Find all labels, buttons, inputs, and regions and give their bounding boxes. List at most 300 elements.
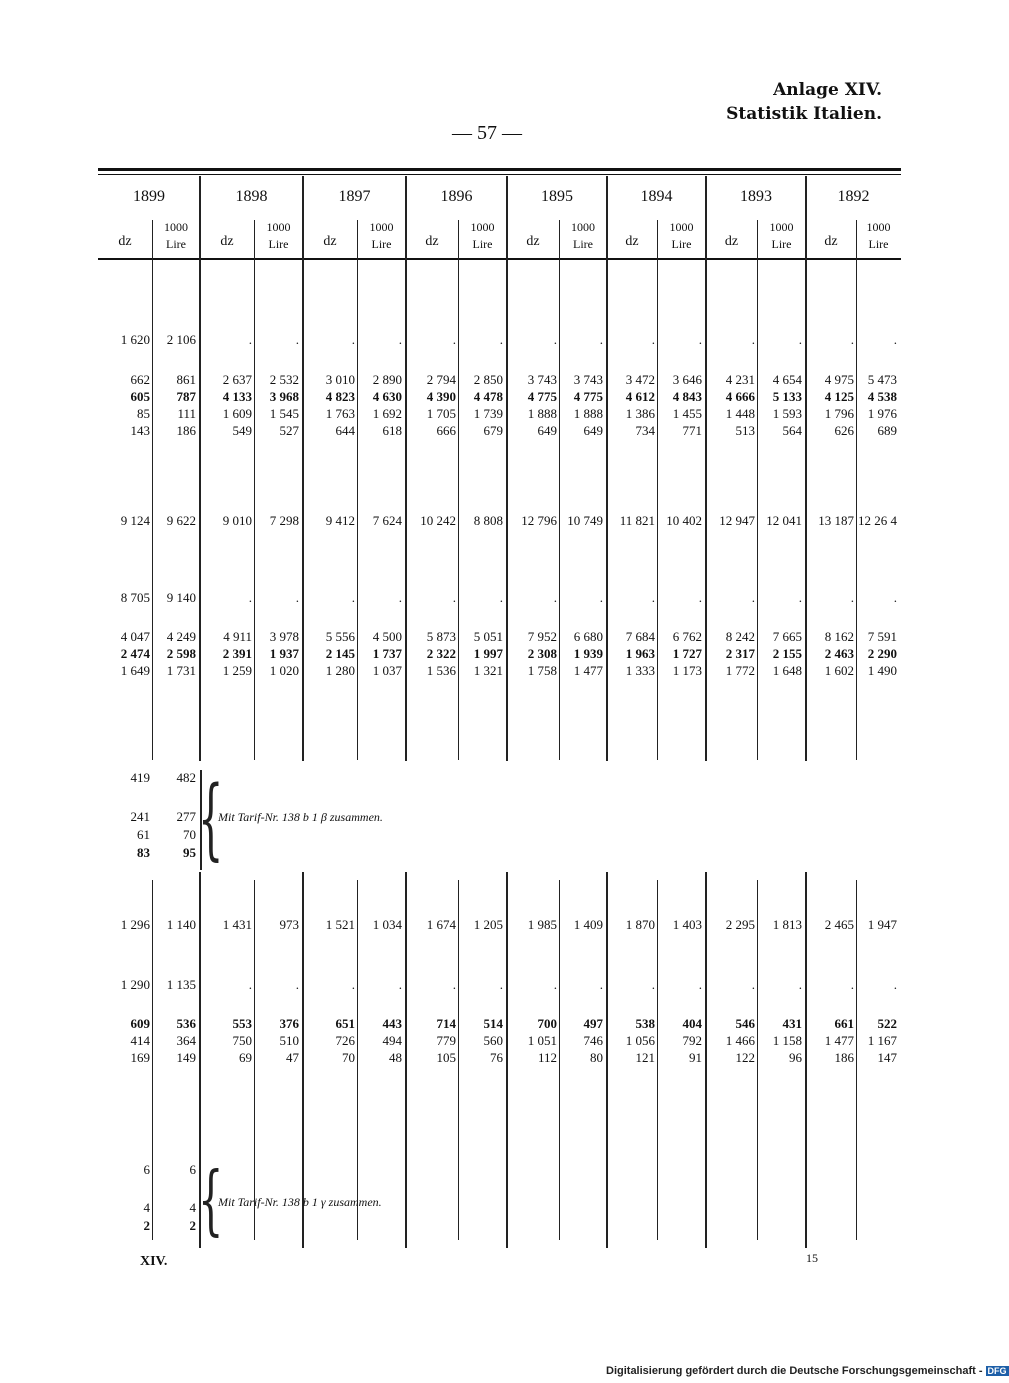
- value-header: 1000: [470, 220, 495, 234]
- table-cell: 734: [635, 423, 655, 438]
- table-cell: .: [599, 977, 603, 992]
- table-cell: 1 290: [120, 977, 150, 992]
- table-cell: 1 758: [527, 663, 557, 678]
- column-divider: [458, 880, 459, 1240]
- table-cell: 644: [335, 423, 355, 438]
- table-cell: 69: [239, 1050, 252, 1065]
- table-cell: 497: [583, 1016, 603, 1031]
- year-header: 1899: [133, 188, 165, 205]
- table-cell: 6: [143, 1162, 150, 1177]
- table-cell: 7 591: [867, 629, 897, 644]
- table-cell: 510: [279, 1033, 299, 1048]
- table-cell: 538: [635, 1016, 655, 1031]
- table-cell: 1 403: [672, 917, 702, 932]
- table-cell: .: [398, 590, 402, 605]
- value-header: 1000: [164, 220, 188, 234]
- table-cell: 1 321: [473, 663, 503, 678]
- table-cell: .: [850, 332, 854, 347]
- table-cell: 1 602: [824, 663, 854, 678]
- table-cell: .: [698, 590, 702, 605]
- value-header-unit: Lire: [166, 237, 186, 251]
- table-cell: 1 997: [473, 646, 503, 661]
- table-cell: .: [248, 590, 252, 605]
- table-cell: 2: [143, 1218, 150, 1233]
- table-cell: 2 890: [372, 372, 402, 387]
- table-cell: .: [553, 332, 557, 347]
- table-cell: .: [893, 590, 897, 605]
- year-divider: [199, 176, 201, 761]
- table-cell: 1 333: [625, 663, 655, 678]
- dz-header: dz: [118, 234, 132, 249]
- table-cell: 4 231: [725, 372, 755, 387]
- table-cell: 1 870: [625, 917, 655, 932]
- table-cell: 2 317: [725, 646, 755, 661]
- year-header: 1893: [740, 188, 772, 205]
- table-cell: 2 474: [120, 646, 150, 661]
- table-cell: 91: [689, 1050, 702, 1065]
- table-cell: 2 465: [824, 917, 854, 932]
- dfg-text: Digitalisierung gefördert durch die Deutsche Forschungsgemeinschaft -: [606, 1365, 983, 1377]
- table-cell: 8 808: [473, 513, 503, 528]
- column-divider: [254, 220, 255, 760]
- table-cell: 1 648: [772, 663, 802, 678]
- table-cell: 7 624: [372, 513, 402, 528]
- table-cell: 1 888: [527, 406, 557, 421]
- table-cell: 48: [389, 1050, 402, 1065]
- table-cell: 2 106: [166, 332, 196, 347]
- table-cell: 61: [137, 827, 150, 842]
- table-cell: 1 674: [426, 917, 456, 932]
- table-cell: 1 763: [325, 406, 355, 421]
- table-cell: 4 775: [527, 389, 557, 404]
- table-cell: .: [651, 590, 655, 605]
- table-cell: 8 162: [824, 629, 854, 644]
- table-cell: 186: [834, 1050, 854, 1065]
- table-cell: .: [850, 590, 854, 605]
- table-cell: 1 963: [625, 646, 655, 661]
- table-cell: 169: [130, 1050, 150, 1065]
- table-cell: .: [751, 977, 755, 992]
- table-cell: 787: [176, 389, 196, 404]
- table-cell: 5 051: [473, 629, 503, 644]
- table-cell: 527: [279, 423, 299, 438]
- table-cell: 6 680: [573, 629, 603, 644]
- column-divider: [559, 880, 560, 1240]
- table-cell: 1 705: [426, 406, 456, 421]
- table-cell: 666: [436, 423, 456, 438]
- table-cell: 2 295: [725, 917, 755, 932]
- value-header-unit: Lire: [472, 237, 493, 251]
- table-cell: .: [452, 590, 456, 605]
- table-cell: 147: [877, 1050, 897, 1065]
- table-cell: 3 968: [269, 389, 299, 404]
- table-cell: 1 259: [222, 663, 252, 678]
- value-header: 1000: [866, 220, 891, 234]
- table-cell: .: [248, 332, 252, 347]
- column-divider: [757, 220, 758, 760]
- table-cell: 10 242: [420, 513, 456, 528]
- table-cell: 1 490: [867, 663, 897, 678]
- table-cell: 1 739: [473, 406, 503, 421]
- table-cell: 661: [834, 1016, 854, 1031]
- table-cell: 7 684: [625, 629, 655, 644]
- dfg-credit: [606, 1365, 1009, 1377]
- table-cell: 9 140: [166, 590, 196, 605]
- table-cell: .: [452, 977, 456, 992]
- table-cell: 277: [176, 809, 196, 824]
- table-cell: 2 850: [473, 372, 503, 387]
- table-cell: 1 593: [772, 406, 802, 421]
- value-header: 1000: [266, 220, 291, 234]
- statistik-label: Statistik Italien.: [726, 104, 882, 124]
- table-cell: .: [599, 590, 603, 605]
- table-cell: 96: [789, 1050, 802, 1065]
- table-cell: .: [698, 977, 702, 992]
- value-header-unit: Lire: [671, 237, 692, 251]
- table-cell: 482: [176, 770, 196, 785]
- table-cell: 4 249: [166, 629, 196, 644]
- table-cell: 3 978: [269, 629, 299, 644]
- table-cell: .: [651, 332, 655, 347]
- table-cell: 1 796: [824, 406, 854, 421]
- table-cell: 70: [183, 827, 196, 842]
- year-divider: [705, 176, 707, 761]
- year-header: 1898: [235, 188, 268, 205]
- table-cell: .: [798, 332, 802, 347]
- table-cell: 1 692: [372, 406, 402, 421]
- table-cell: 4 666: [725, 389, 755, 404]
- table-cell: 4 125: [824, 389, 854, 404]
- year-header: 1897: [338, 188, 371, 205]
- value-header-unit: Lire: [868, 237, 889, 251]
- table-cell: 11 821: [619, 513, 655, 528]
- table-cell: 4 478: [473, 389, 503, 404]
- dfg-logo: DFG: [987, 1366, 1007, 1376]
- column-divider: [357, 880, 358, 1240]
- table-cell: 13 187: [818, 513, 854, 528]
- year-header: 1895: [541, 188, 573, 205]
- table-cell: 1 888: [573, 406, 603, 421]
- table-cell: 376: [279, 1016, 299, 1031]
- table-cell: 1 477: [824, 1033, 854, 1048]
- table-cell: 771: [682, 423, 702, 438]
- table-cell: 514: [483, 1016, 503, 1031]
- table-cell: 1 813: [772, 917, 802, 932]
- table-cell: .: [351, 590, 355, 605]
- table-cell: .: [893, 977, 897, 992]
- table-cell: 95: [183, 845, 196, 860]
- table-cell: 750: [232, 1033, 252, 1048]
- table-cell: 4 775: [573, 389, 603, 404]
- table-cell: 1 386: [625, 406, 655, 421]
- table-cell: 2 794: [426, 372, 456, 387]
- table-cell: .: [798, 977, 802, 992]
- table-cell: 2 637: [222, 372, 252, 387]
- table-cell: 80: [590, 1050, 603, 1065]
- table-cell: 12 947: [719, 513, 755, 528]
- table-cell: 5 873: [426, 629, 456, 644]
- table-cell: 3 743: [573, 372, 603, 387]
- year-divider: [606, 176, 608, 761]
- table-cell: 47: [286, 1050, 299, 1065]
- table-cell: 4 654: [772, 372, 802, 387]
- table-cell: 419: [130, 770, 150, 785]
- table-cell: 143: [130, 423, 150, 438]
- table-cell: 1 205: [473, 917, 503, 932]
- table-cell: 4 843: [672, 389, 702, 404]
- table-cell: 4 390: [426, 389, 456, 404]
- table-cell: 689: [877, 423, 897, 438]
- column-divider: [357, 220, 358, 760]
- value-header-unit: Lire: [268, 237, 289, 251]
- footer-right: 15: [806, 1251, 818, 1265]
- table-cell: 726: [335, 1033, 355, 1048]
- note-tarif-gamma: Mit Tarif-Nr. 138 b 1 γ zusammen.: [218, 1195, 382, 1209]
- table-cell: 7 952: [527, 629, 557, 644]
- year-header: 1896: [440, 188, 473, 205]
- table-cell: 1 976: [867, 406, 897, 421]
- table-cell: 1 448: [725, 406, 755, 421]
- header-bottom-rule: [98, 258, 901, 260]
- table-cell: 2 145: [325, 646, 355, 661]
- table-cell: .: [798, 590, 802, 605]
- top-rule-thick: [98, 168, 901, 171]
- table-cell: 6 762: [672, 629, 702, 644]
- table-cell: .: [599, 332, 603, 347]
- table-cell: .: [698, 332, 702, 347]
- table-cell: 4 630: [372, 389, 402, 404]
- table-cell: 1 051: [527, 1033, 557, 1048]
- table-cell: 1 135: [166, 977, 196, 992]
- table-cell: 10 402: [666, 513, 702, 528]
- table-cell: 1 731: [166, 663, 196, 678]
- table-cell: 1 985: [527, 917, 557, 932]
- dz-header: dz: [220, 234, 234, 249]
- table-cell: 404: [682, 1016, 702, 1031]
- table-cell: 973: [279, 917, 299, 932]
- table-cell: .: [351, 332, 355, 347]
- year-divider: [302, 176, 304, 761]
- table-cell: 1 056: [625, 1033, 655, 1048]
- table-cell: 560: [483, 1033, 503, 1048]
- table-cell: 861: [176, 372, 196, 387]
- year-divider: [506, 176, 508, 761]
- table-cell: 2 598: [166, 646, 196, 661]
- table-cell: 1 037: [372, 663, 402, 678]
- table-cell: 1 536: [426, 663, 456, 678]
- table-cell: 1 620: [120, 332, 150, 347]
- table-cell: 1 737: [372, 646, 402, 661]
- table-cell: 746: [583, 1033, 603, 1048]
- footer-left: XIV.: [140, 1254, 168, 1269]
- column-divider: [757, 880, 758, 1240]
- table-cell: 5 473: [867, 372, 897, 387]
- table-cell: 1 947: [867, 917, 897, 932]
- table-cell: 414: [130, 1033, 150, 1048]
- column-divider: [152, 880, 153, 1240]
- table-cell: 1 649: [120, 663, 150, 678]
- table-cell: 700: [537, 1016, 557, 1031]
- table-cell: 4 047: [120, 629, 150, 644]
- table-cell: 186: [176, 423, 196, 438]
- table-cell: 1 772: [725, 663, 755, 678]
- table-cell: 4 975: [824, 372, 854, 387]
- table-cell: .: [651, 977, 655, 992]
- table-cell: 111: [177, 406, 196, 421]
- year-divider: [302, 872, 304, 1248]
- value-header: 1000: [369, 220, 394, 234]
- table-cell: 1 937: [269, 646, 299, 661]
- table-cell: 792: [682, 1033, 702, 1048]
- table-cell: 7 665: [772, 629, 802, 644]
- year-header: 1894: [640, 188, 673, 205]
- table-cell: 1 939: [573, 646, 603, 661]
- table-cell: .: [893, 332, 897, 347]
- table-cell: 649: [537, 423, 557, 438]
- column-divider: [657, 220, 658, 760]
- table-cell: .: [398, 977, 402, 992]
- table-cell: 149: [176, 1050, 196, 1065]
- table-cell: 662: [130, 372, 150, 387]
- column-divider: [254, 880, 255, 1240]
- year-divider: [606, 872, 608, 1248]
- table-cell: 714: [436, 1016, 456, 1031]
- table-cell: 431: [782, 1016, 802, 1031]
- table-cell: 2 322: [426, 646, 456, 661]
- table-cell: .: [248, 977, 252, 992]
- brace-2: {: [198, 1157, 224, 1245]
- table-cell: 549: [232, 423, 252, 438]
- dz-header: dz: [323, 234, 337, 249]
- table-cell: 9 622: [166, 513, 196, 528]
- anlage-label: Anlage XIV.: [773, 80, 882, 100]
- table-cell: 1 167: [867, 1033, 897, 1048]
- table-cell: 679: [483, 423, 503, 438]
- table-cell: .: [553, 590, 557, 605]
- year-divider: [805, 176, 807, 761]
- page-number: — 57 —: [452, 122, 522, 144]
- dz-header: dz: [526, 234, 540, 249]
- table-cell: .: [499, 332, 503, 347]
- table-cell: 10 749: [567, 513, 603, 528]
- table-cell: 513: [735, 423, 755, 438]
- table-cell: 3 646: [672, 372, 702, 387]
- table-cell: 2 290: [867, 646, 897, 661]
- table-cell: .: [751, 332, 755, 347]
- table-cell: 4 538: [867, 389, 897, 404]
- table-cell: 1 466: [725, 1033, 755, 1048]
- table-cell: 609: [130, 1016, 150, 1031]
- table-cell: 122: [735, 1050, 755, 1065]
- table-cell: 83: [137, 845, 150, 860]
- table-cell: 4: [189, 1200, 196, 1215]
- table-cell: 1 609: [222, 406, 252, 421]
- table-cell: 3 010: [325, 372, 355, 387]
- year-divider: [405, 176, 407, 761]
- value-header: 1000: [571, 220, 595, 234]
- column-divider: [458, 220, 459, 760]
- table-cell: 522: [877, 1016, 897, 1031]
- table-cell: 1 296: [120, 917, 150, 932]
- table-cell: 1 173: [672, 663, 702, 678]
- value-header-unit: Lire: [371, 237, 392, 251]
- table-cell: 2: [189, 1218, 196, 1233]
- table-cell: 241: [130, 809, 150, 824]
- table-cell: 649: [583, 423, 603, 438]
- table-cell: 1 158: [772, 1033, 802, 1048]
- table-cell: 1 034: [372, 917, 402, 932]
- table-cell: 2 391: [222, 646, 252, 661]
- table-cell: 70: [342, 1050, 355, 1065]
- top-rule-thin: [98, 174, 901, 175]
- table-cell: 4 612: [625, 389, 655, 404]
- column-divider: [856, 880, 857, 1240]
- table-cell: 1 521: [325, 917, 355, 932]
- table-cell: 1 409: [573, 917, 603, 932]
- table-cell: .: [850, 977, 854, 992]
- table-cell: 4: [143, 1200, 150, 1215]
- table-cell: 443: [382, 1016, 402, 1031]
- table-cell: .: [295, 590, 299, 605]
- table-cell: 105: [436, 1050, 456, 1065]
- table-cell: 4 133: [222, 389, 252, 404]
- table-cell: .: [499, 977, 503, 992]
- table-cell: 8 705: [120, 590, 150, 605]
- table-cell: 2 463: [824, 646, 854, 661]
- note-tarif-beta: Mit Tarif-Nr. 138 b 1 β zusammen.: [218, 810, 383, 824]
- table-cell: 12 796: [521, 513, 557, 528]
- table-cell: .: [751, 590, 755, 605]
- table-cell: 779: [436, 1033, 456, 1048]
- table-cell: 12 26 4: [858, 513, 897, 528]
- brace-1: {: [198, 769, 224, 871]
- value-header-unit: Lire: [573, 237, 593, 251]
- table-cell: 3 743: [527, 372, 557, 387]
- value-header: 1000: [769, 220, 794, 234]
- table-cell: 564: [782, 423, 802, 438]
- table-cell: .: [452, 332, 456, 347]
- table-cell: 9 412: [325, 513, 355, 528]
- table-cell: 1 140: [166, 917, 196, 932]
- table-cell: 2 308: [527, 646, 557, 661]
- table-cell: 2 155: [772, 646, 802, 661]
- table-cell: 546: [735, 1016, 755, 1031]
- table-cell: 1 020: [269, 663, 299, 678]
- column-divider: [657, 880, 658, 1240]
- column-divider: [152, 220, 153, 760]
- table-cell: 5 133: [772, 389, 802, 404]
- year-divider: [705, 872, 707, 1248]
- table-cell: .: [351, 977, 355, 992]
- table-cell: 1 455: [672, 406, 702, 421]
- table-cell: 85: [137, 406, 150, 421]
- table-cell: .: [553, 977, 557, 992]
- table-cell: 8 242: [725, 629, 755, 644]
- table-cell: 536: [176, 1016, 196, 1031]
- value-header-unit: Lire: [771, 237, 792, 251]
- year-header: 1892: [837, 188, 870, 205]
- table-cell: 1 477: [573, 663, 603, 678]
- table-cell: 618: [382, 423, 402, 438]
- dz-header: dz: [824, 234, 838, 249]
- table-cell: 494: [382, 1033, 402, 1048]
- table-cell: 3 472: [625, 372, 655, 387]
- column-divider: [856, 220, 857, 760]
- table-cell: 112: [537, 1050, 557, 1065]
- table-cell: 1 431: [222, 917, 252, 932]
- table-cell: 76: [490, 1050, 503, 1065]
- year-divider: [506, 872, 508, 1248]
